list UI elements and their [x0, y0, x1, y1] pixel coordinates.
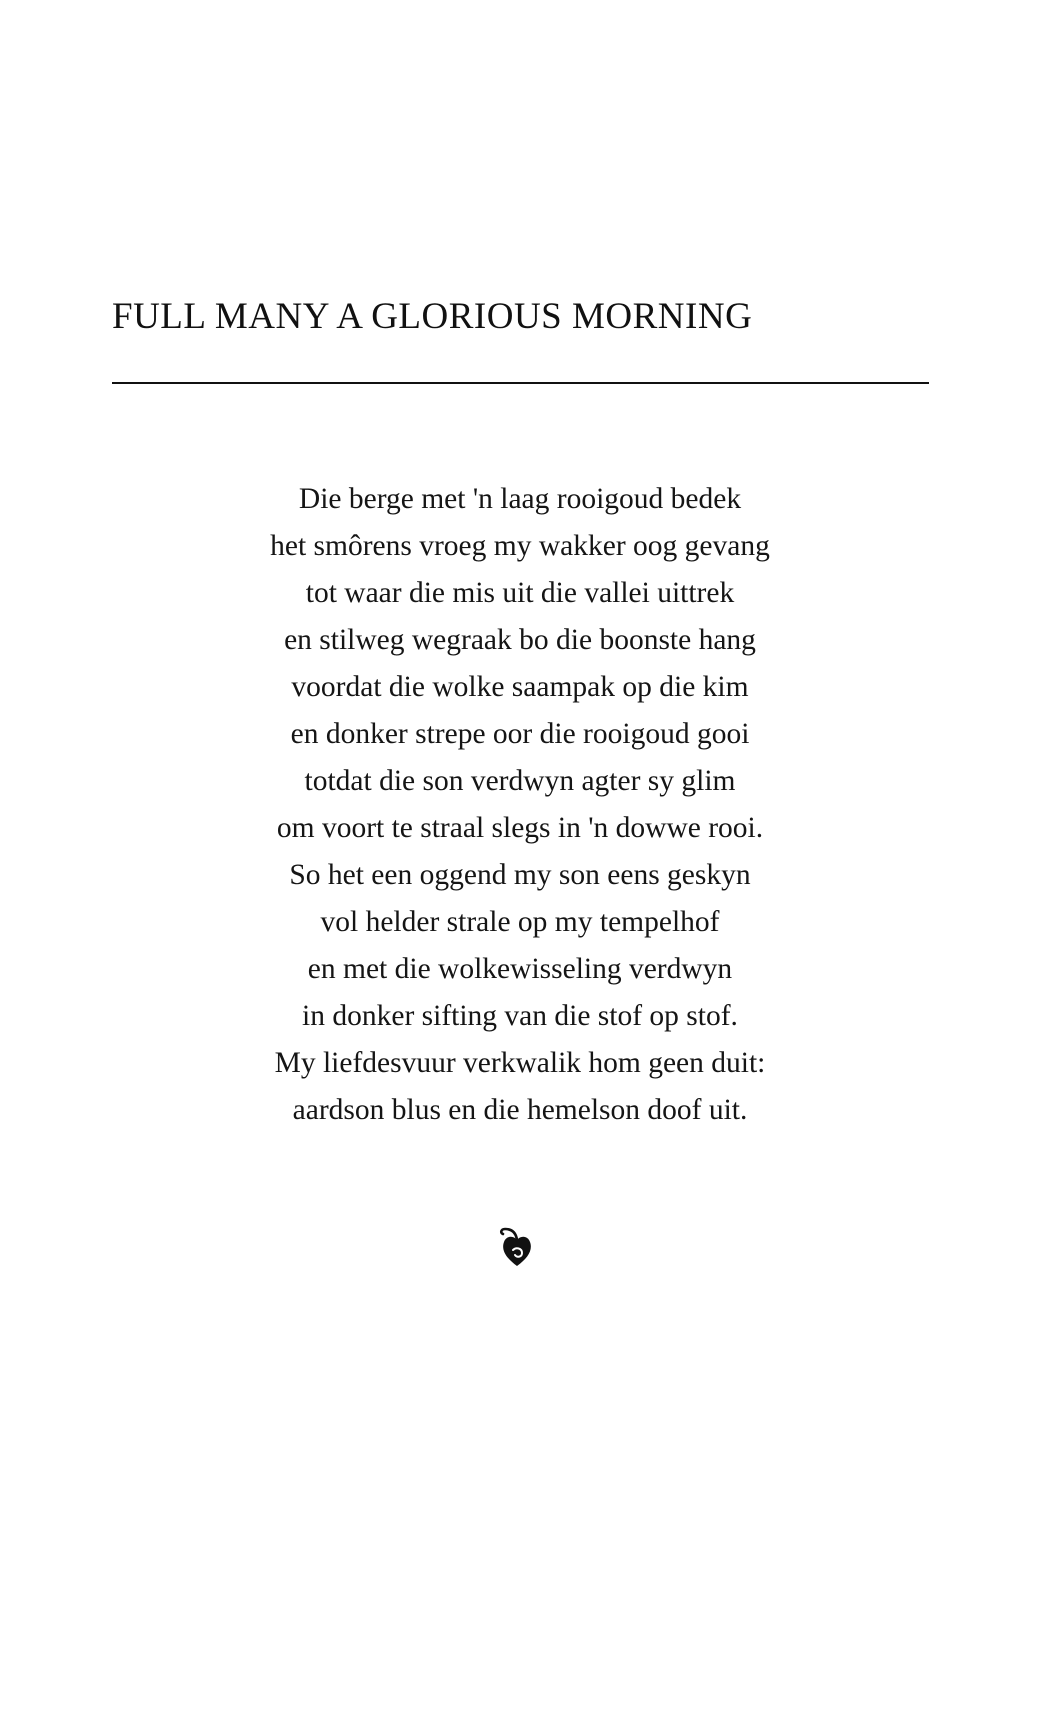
poem-line: voordat die wolke saampak op die kim	[291, 671, 749, 703]
poem-line: totdat die son verdwyn agter sy glim	[304, 765, 736, 797]
poem-line: Die berge met 'n laag rooigoud bedek	[298, 483, 742, 515]
poem-body	[180, 476, 860, 1134]
poem-line: en donker strepe oor die rooigoud gooi	[290, 718, 750, 750]
poem-line: My liefdesvuur verkwalik hom geen duit:	[274, 1047, 766, 1079]
fleuron-ornament-icon	[492, 1220, 542, 1270]
poem-line: het smôrens vroeg my wakker oog gevang	[270, 530, 770, 562]
poem-line: vol helder strale op my tempelhof	[320, 906, 720, 938]
poem-line: aardson blus en die hemelson doof uit.	[292, 1094, 748, 1126]
poem-line: om voort te straal slegs in 'n dowwe rooi.	[276, 812, 764, 844]
poem-line: in donker sifting van die stof op stof.	[302, 1000, 738, 1032]
poem-title: FULL MANY A GLORIOUS MORNING	[112, 296, 753, 337]
poem-line: tot waar die mis uit die vallei uittrek	[305, 577, 735, 609]
title-rule	[112, 382, 929, 384]
poem-line: en met die wolkewisseling verdwyn	[307, 953, 733, 985]
poem-line: en stilweg wegraak bo die boonste hang	[284, 624, 756, 656]
poem-line: So het een oggend my son eens geskyn	[289, 859, 751, 891]
